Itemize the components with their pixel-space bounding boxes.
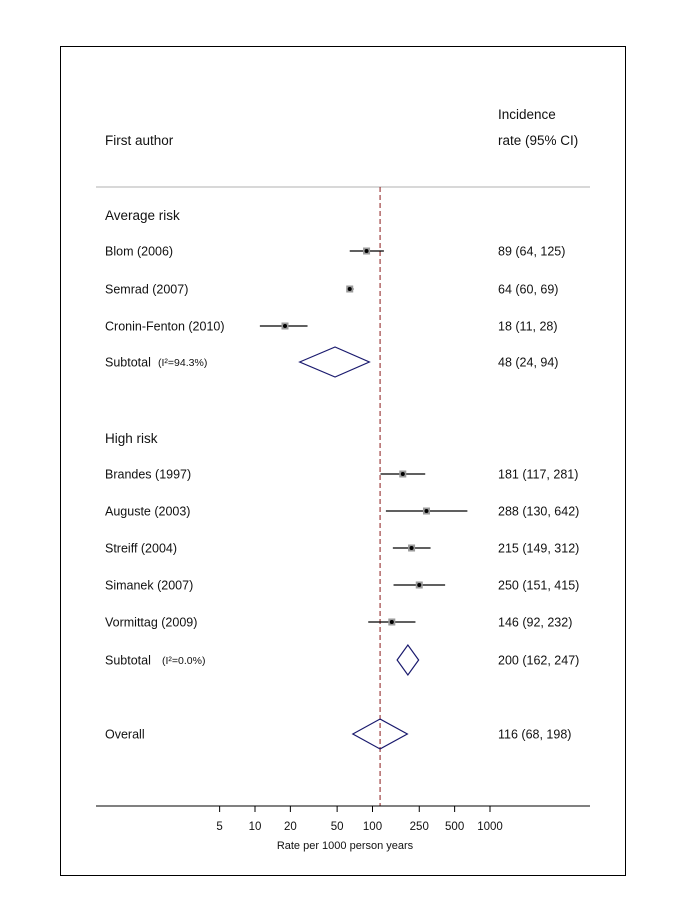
subtotal-label: Subtotal	[105, 355, 151, 370]
study-label: Auguste (2003)	[105, 504, 191, 519]
study-label: Brandes (1997)	[105, 467, 192, 482]
study-label: Cronin-Fenton (2010)	[105, 319, 225, 334]
study-rate: 181 (117, 281)	[498, 467, 579, 482]
overall-rate: 116 (68, 198)	[498, 727, 572, 742]
study-rate: 215 (149, 312)	[498, 541, 580, 556]
x-axis-label: Rate per 1000 person years	[276, 840, 414, 852]
study-point	[417, 583, 421, 587]
subtotal-diamond	[397, 645, 419, 675]
subtotal-label: Subtotal	[105, 653, 151, 668]
study-label: Simanek (2007)	[105, 578, 194, 593]
study-rate: 146 (92, 232)	[498, 615, 573, 630]
subtotal-heterogeneity: (I²=0.0%)	[162, 655, 206, 667]
study-point	[401, 472, 405, 476]
subtotal-rate: 200 (162, 247)	[498, 653, 580, 668]
study-rate: 250 (151, 415)	[498, 578, 580, 593]
group-label: High risk	[105, 431, 158, 446]
x-tick-label: 500	[445, 821, 465, 833]
study-rate: 288 (130, 642)	[498, 504, 580, 519]
x-tick-label: 100	[362, 821, 383, 833]
study-point	[365, 249, 369, 253]
subtotal-diamond	[300, 347, 370, 377]
header-rate-ci: rate (95% CI)	[498, 133, 579, 148]
overall-label: Overall	[105, 727, 145, 742]
study-point	[283, 324, 287, 328]
study-point	[424, 509, 428, 513]
x-tick-label: 5	[216, 821, 223, 833]
study-point	[390, 620, 394, 624]
x-tick-label: 20	[283, 821, 297, 833]
study-label: Streiff (2004)	[105, 541, 178, 556]
x-tick-label: 250	[409, 821, 429, 833]
group-label: Average risk	[105, 208, 180, 223]
study-rate: 18 (11, 28)	[498, 319, 558, 334]
x-tick-label: 1000	[477, 821, 503, 833]
study-rate: 89 (64, 125)	[498, 244, 566, 259]
x-tick-label: 50	[330, 821, 344, 833]
study-point	[410, 546, 414, 550]
study-label: Vormittag (2009)	[105, 615, 198, 630]
subtotal-heterogeneity: (I²=94.3%)	[158, 357, 208, 369]
study-label: Semrad (2007)	[105, 282, 189, 297]
subtotal-rate: 48 (24, 94)	[498, 355, 559, 370]
header-first-author: First author	[105, 133, 174, 148]
study-rate: 64 (60, 69)	[498, 282, 559, 297]
study-point	[348, 287, 352, 291]
header-incidence: Incidence	[498, 107, 556, 122]
x-tick-label: 10	[248, 821, 262, 833]
study-label: Blom (2006)	[105, 244, 174, 259]
